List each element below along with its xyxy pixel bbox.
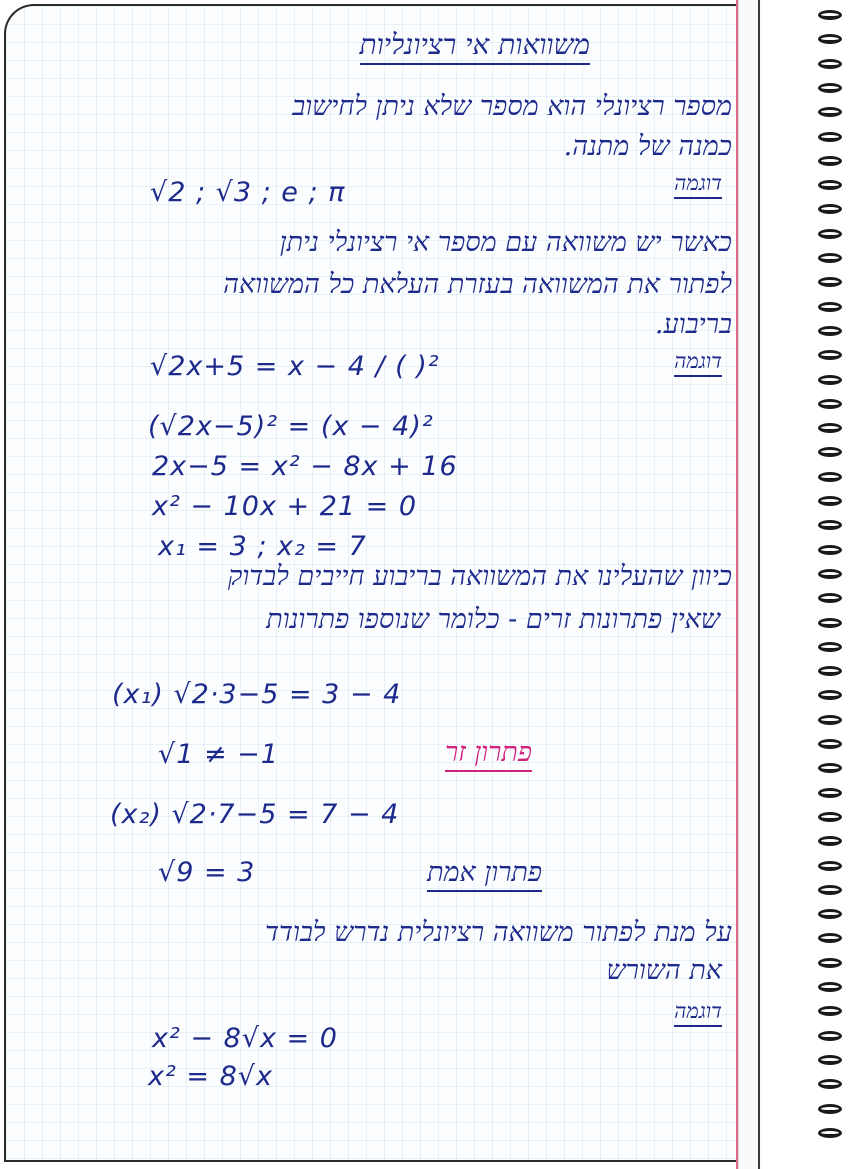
spiral-coil bbox=[818, 569, 842, 579]
rule-line-3: בריבוע. bbox=[654, 309, 732, 340]
spiral-coil bbox=[818, 375, 842, 385]
spiral-coil bbox=[818, 277, 842, 287]
irrational-examples: √2 ; √3 ; e ; π bbox=[150, 177, 346, 208]
spiral-coil bbox=[818, 204, 842, 214]
spiral-coil bbox=[818, 180, 842, 190]
spiral-coil bbox=[818, 423, 842, 433]
spiral-coil bbox=[818, 447, 842, 457]
spiral-coil bbox=[818, 958, 842, 968]
spiral-coil bbox=[818, 1006, 842, 1016]
check-note-line-2: שאין פתרונות זרים - כלומר שנוספו פתרונות bbox=[266, 604, 720, 635]
spiral-coil bbox=[818, 885, 842, 895]
check-x1-equation: (x₁) √2·3−5 = 3 − 4 bbox=[112, 679, 402, 710]
verdict-false-solution: פתרון זר bbox=[445, 738, 532, 772]
spiral-coil bbox=[818, 593, 842, 603]
page-title: משוואות אי רציונליות bbox=[360, 30, 590, 65]
rule-line-2: לפתור את המשוואה בעזרת העלאת כל המשוואה bbox=[223, 269, 732, 300]
intro-line-1: מספר רציונלי הוא מספר שלא ניתן לחישוב bbox=[292, 91, 732, 122]
spiral-coil bbox=[818, 302, 842, 312]
check-x2-result: √9 = 3 bbox=[158, 857, 256, 888]
spiral-coil bbox=[818, 861, 842, 871]
spiral-coil bbox=[818, 618, 842, 628]
spiral-coil bbox=[818, 982, 842, 992]
check-note-line-1: כיוון שהעלינו את המשוואה בריבוע חייבים לבדוק bbox=[227, 561, 732, 592]
spiral-coil bbox=[818, 1128, 842, 1138]
spiral-coil bbox=[818, 1079, 842, 1089]
step-4: x₁ = 3 ; x₂ = 7 bbox=[158, 531, 367, 562]
spiral-coil bbox=[818, 253, 842, 263]
example3-line-1: x² − 8√x = 0 bbox=[152, 1023, 338, 1054]
closing-line-1: על מנת לפתור משוואה רציונלית נדרש לבודד bbox=[265, 917, 732, 948]
spiral-coil bbox=[818, 83, 842, 93]
spiral-binding bbox=[818, 10, 848, 1165]
spiral-coil bbox=[818, 132, 842, 142]
spiral-coil bbox=[818, 229, 842, 239]
spiral-coil bbox=[818, 666, 842, 676]
intro-line-2: כמנה של מתנה. bbox=[563, 131, 732, 162]
spiral-coil bbox=[818, 545, 842, 555]
spiral-coil bbox=[818, 690, 842, 700]
example3-line-2: x² = 8√x bbox=[148, 1061, 273, 1092]
verdict-true-solution: פתרון אמת bbox=[427, 858, 542, 892]
example-label-2: דוגמה bbox=[674, 350, 722, 377]
spiral-coil bbox=[818, 739, 842, 749]
spiral-coil bbox=[818, 933, 842, 943]
step-1: (√2x−5)² = (x − 4)² bbox=[148, 411, 434, 442]
spiral-coil bbox=[818, 350, 842, 360]
example-label-3: דוגמה bbox=[674, 1000, 722, 1027]
step-3: x² − 10x + 21 = 0 bbox=[152, 491, 418, 522]
spiral-coil bbox=[818, 1055, 842, 1065]
spiral-coil bbox=[818, 836, 842, 846]
spiral-coil bbox=[818, 496, 842, 506]
spiral-coil bbox=[818, 10, 842, 20]
spiral-coil bbox=[818, 812, 842, 822]
example-label-1: דוגמה bbox=[674, 172, 722, 199]
spiral-coil bbox=[818, 107, 842, 117]
spiral-coil bbox=[818, 788, 842, 798]
spiral-coil bbox=[818, 642, 842, 652]
spiral-coil bbox=[818, 59, 842, 69]
spiral-coil bbox=[818, 1104, 842, 1114]
check-x2-equation: (x₂) √2·7−5 = 7 − 4 bbox=[110, 799, 400, 830]
check-x1-result: √1 ≠ −1 bbox=[158, 739, 279, 770]
spiral-coil bbox=[818, 156, 842, 166]
spiral-coil bbox=[818, 909, 842, 919]
spiral-coil bbox=[818, 326, 842, 336]
closing-line-2: את השורש bbox=[606, 955, 722, 986]
step-2: 2x−5 = x² − 8x + 16 bbox=[152, 451, 458, 482]
spiral-coil bbox=[818, 715, 842, 725]
page-edge-line bbox=[758, 0, 760, 1169]
spiral-coil bbox=[818, 34, 842, 44]
spiral-coil bbox=[818, 520, 842, 530]
equation-main: √2x+5 = x − 4 / ( )² bbox=[150, 351, 440, 382]
spiral-coil bbox=[818, 1031, 842, 1041]
spiral-coil bbox=[818, 399, 842, 409]
spiral-coil bbox=[818, 472, 842, 482]
rule-line-1: כאשר יש משוואה עם מספר אי רציונלי ניתן bbox=[279, 227, 732, 258]
spiral-coil bbox=[818, 763, 842, 773]
